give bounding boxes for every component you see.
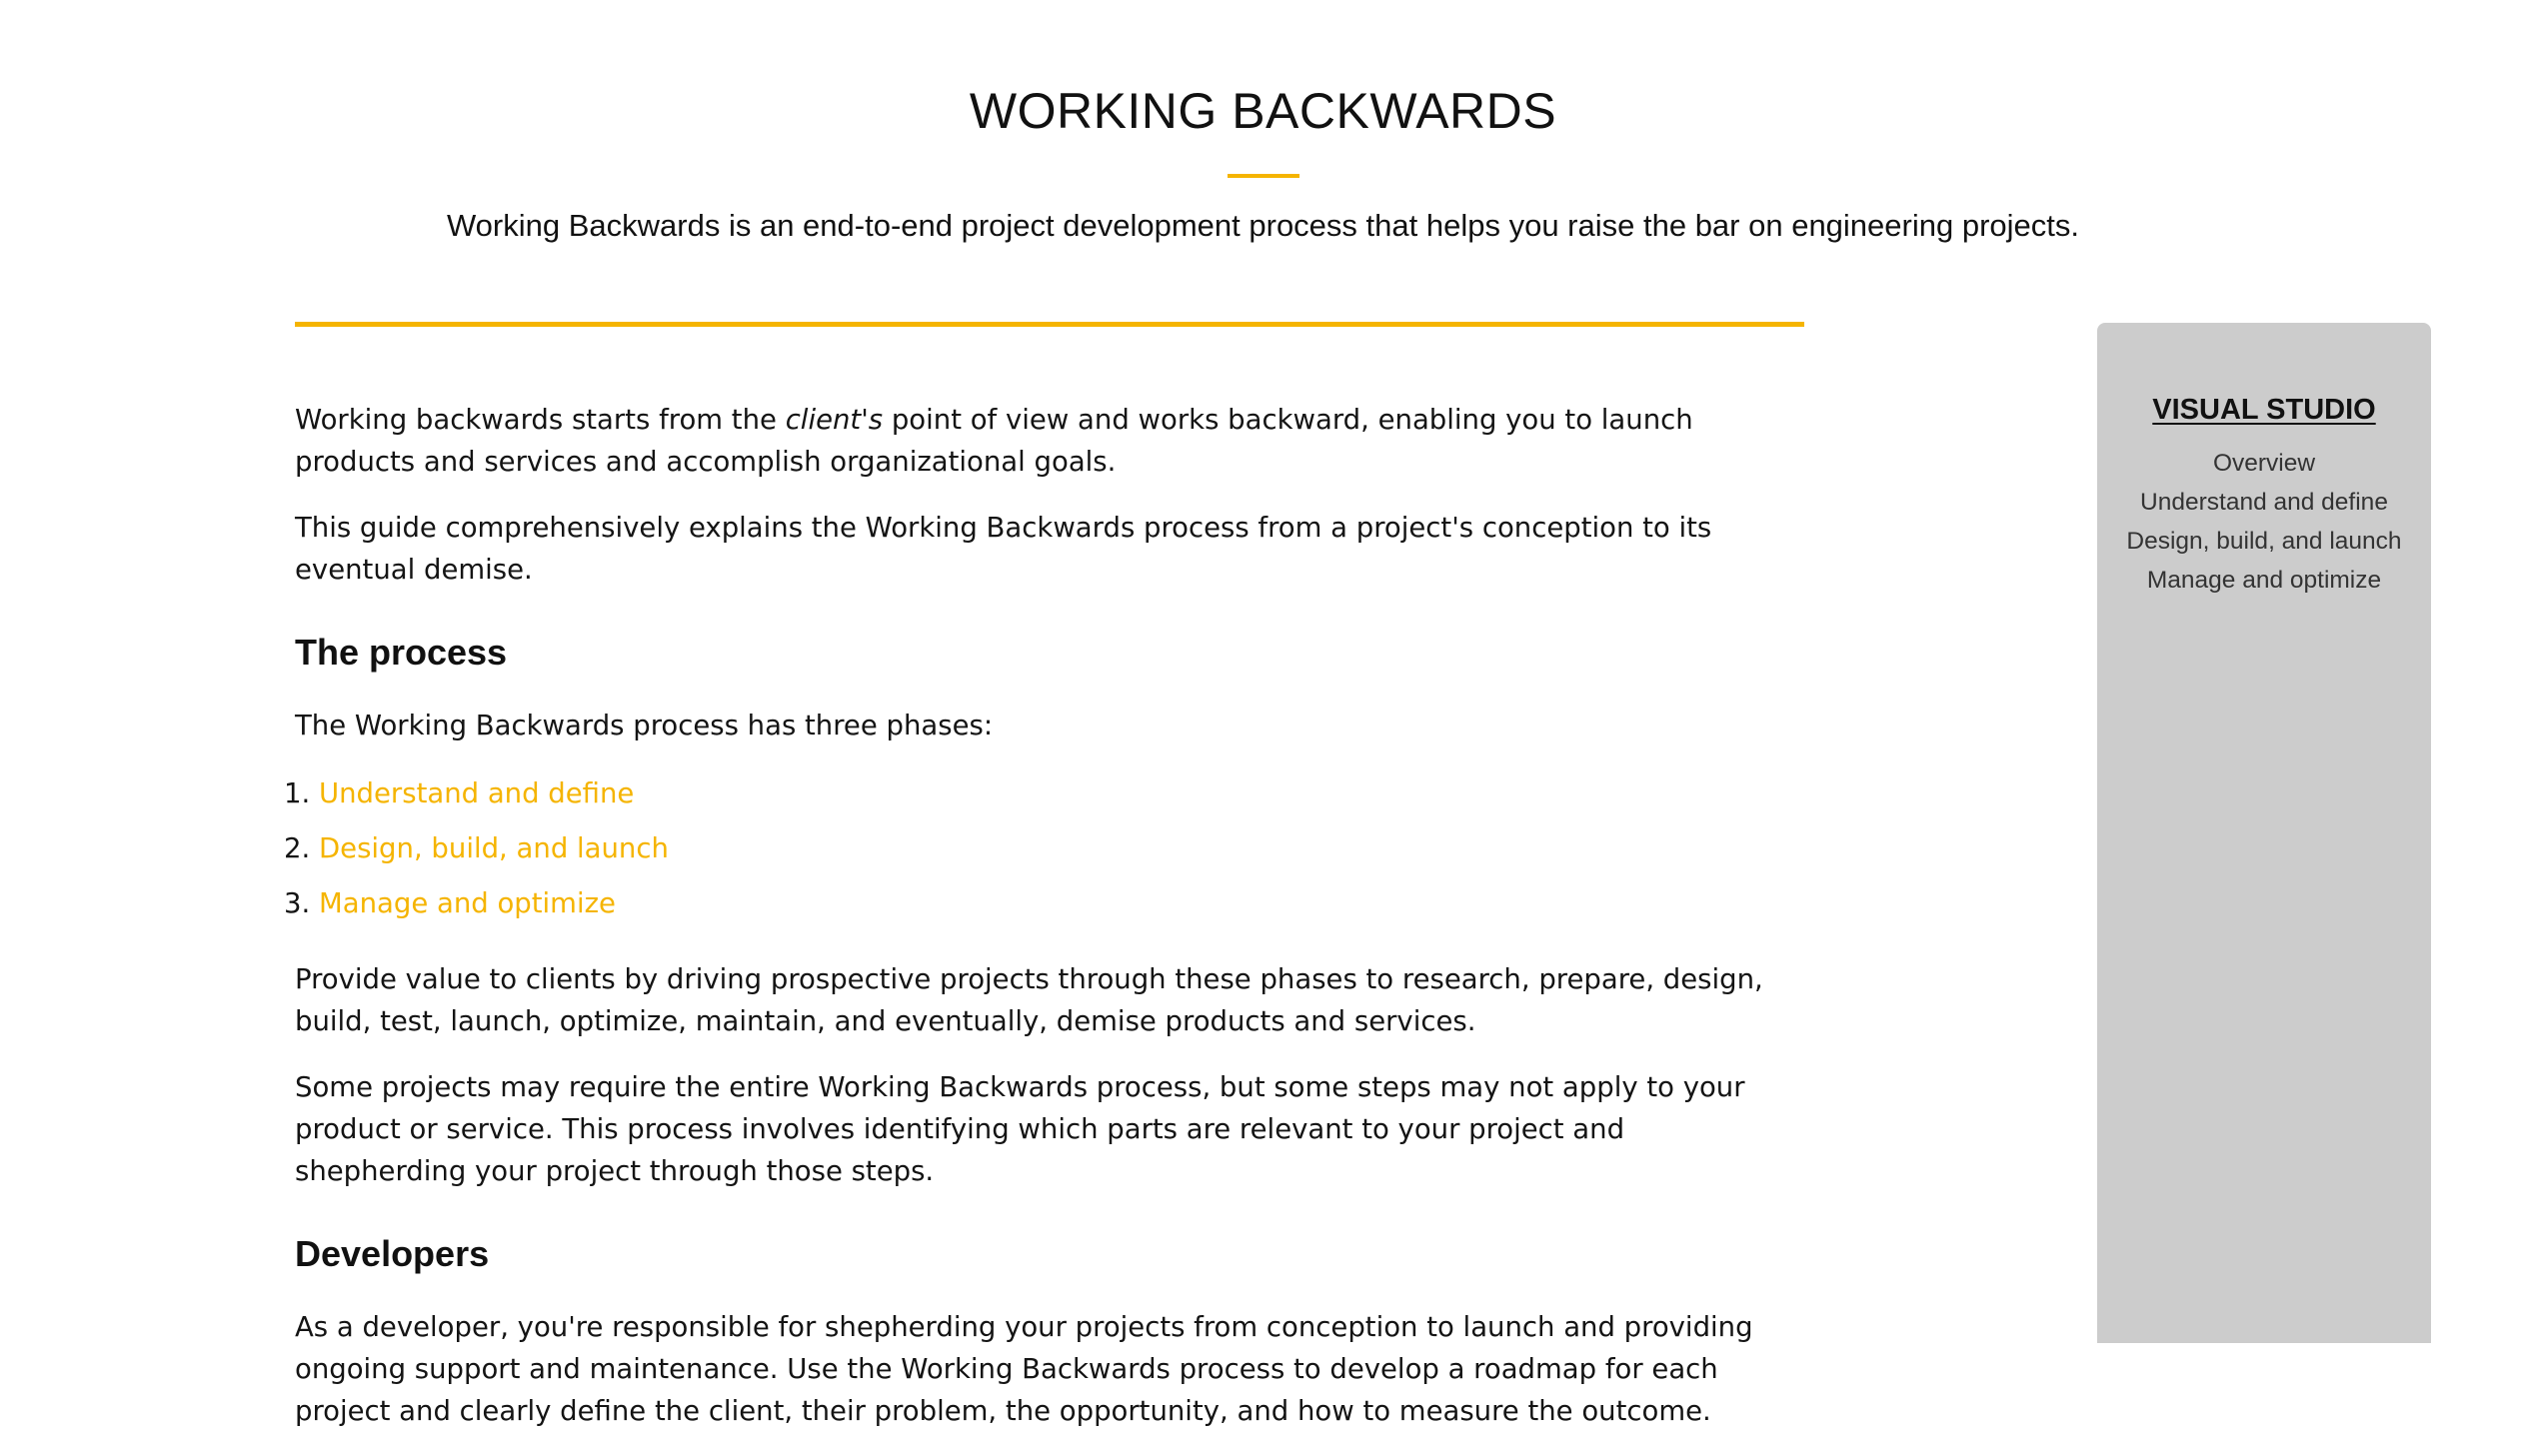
sidebar-item-design-build-launch[interactable]: Design, build, and launch — [2126, 528, 2402, 555]
guide-paragraph: This guide comprehensively explains the Working Backwards process from a project's conception to its eventual demise. — [295, 512, 1712, 586]
page-header — [0, 78, 2526, 246]
sidebar-nav — [2097, 444, 2431, 600]
sidebar-item-overview[interactable]: Overview — [2212, 450, 2316, 477]
developers-heading: Developers — [295, 1233, 490, 1274]
sidebar-item-manage-optimize[interactable]: Manage and optimize — [2146, 567, 2382, 594]
phase-link-design-build-launch[interactable]: Design, build, and launch — [319, 832, 669, 864]
phase-link-understand-define[interactable]: Understand and define — [319, 777, 635, 809]
content-divider — [295, 322, 1804, 327]
intro-text-end: point of view and works backward, enabling you to launch products and services and accomplish organizational goals. — [295, 404, 1693, 478]
phases-list — [295, 772, 1804, 924]
intro-paragraph — [295, 399, 1804, 483]
sidebar-item-understand-define[interactable]: Understand and define — [2140, 489, 2388, 516]
page-title: WORKING BACKWARDS — [969, 83, 1557, 139]
title-underline-divider — [1228, 174, 1299, 178]
page-subtitle: Working Backwards is an end-to-end project development process that helps you raise the bar on engineering projects. — [446, 208, 2079, 243]
main-content — [295, 322, 1804, 1456]
intro-text-start: Working backwards starts from the — [295, 404, 786, 436]
developers-paragraph: As a developer, you're responsible for shepherding your projects from conception to launch and providing ongoing support and maintenance. Use the Working Backwards process to develop a roadmap for each project and clearly define the client, their problem, the opportunity, and how to measure the outcome. — [295, 1311, 1753, 1427]
scope-paragraph: Some projects may require the entire Working Backwards process, but some steps may not apply to your product or service. This process involves identifying which parts are relevant to your project and shepherding your project through those steps. — [295, 1071, 1745, 1187]
phase-item — [319, 827, 1804, 869]
phase-item — [319, 772, 1804, 814]
value-paragraph: Provide value to clients by driving prospective projects through these phases to research, prepare, design, build, test, launch, optimize, maintain, and eventually, demise products and services. — [295, 963, 1763, 1037]
article-body — [295, 399, 1804, 1432]
phase-link-manage-optimize[interactable]: Manage and optimize — [319, 887, 616, 919]
sidebar-title-link[interactable]: VISUAL STUDIO — [2152, 394, 2376, 426]
sidebar-panel — [2097, 323, 2431, 1343]
process-intro-paragraph: The Working Backwards process has three phases: — [295, 710, 994, 741]
phase-item — [319, 882, 1804, 924]
intro-emphasis: client's — [785, 404, 884, 436]
process-heading: The process — [295, 632, 508, 673]
